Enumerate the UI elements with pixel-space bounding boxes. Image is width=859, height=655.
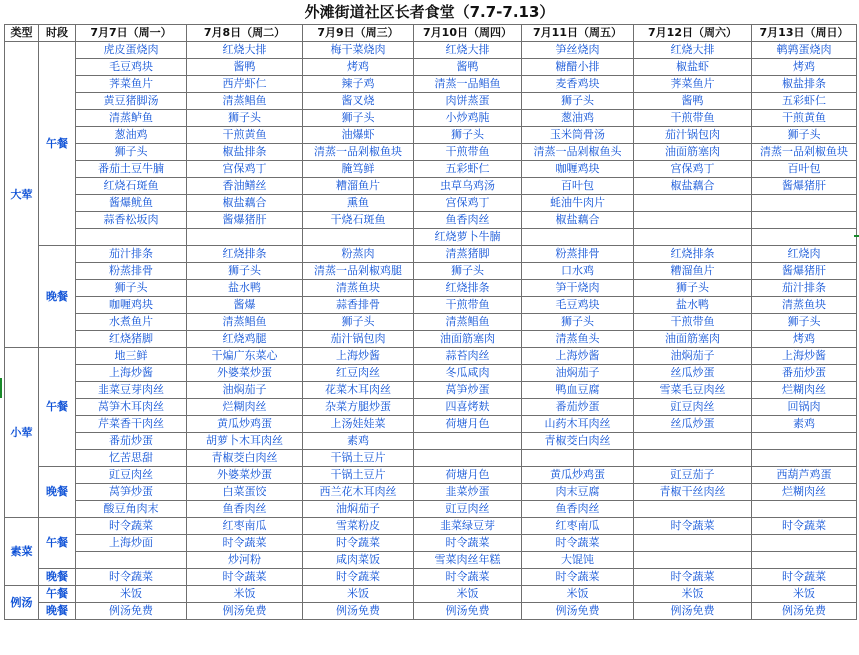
dish-cell: 花菜木耳肉丝 bbox=[303, 382, 414, 399]
dish-cell: 清蒸一品剁椒鸡腿 bbox=[303, 263, 414, 280]
dish-cell: 例汤免费 bbox=[634, 603, 752, 620]
dish-cell: 狮子头 bbox=[752, 127, 857, 144]
dish-cell bbox=[634, 501, 752, 518]
category-label: 大荤 bbox=[5, 42, 39, 348]
dish-cell: 上汤娃娃菜 bbox=[303, 416, 414, 433]
table-row bbox=[5, 518, 857, 535]
dish-cell: 时令蔬菜 bbox=[414, 569, 522, 586]
dish-cell: 时令蔬菜 bbox=[414, 535, 522, 552]
table-row bbox=[5, 416, 857, 433]
dish-cell: 青椒茭白肉丝 bbox=[187, 450, 303, 467]
dish-cell: 时令蔬菜 bbox=[187, 535, 303, 552]
dish-cell: 黄豆猪脚汤 bbox=[76, 93, 187, 110]
dish-cell bbox=[303, 229, 414, 246]
dish-cell bbox=[634, 212, 752, 229]
dish-cell: 烂糊肉丝 bbox=[752, 382, 857, 399]
dish-cell: 米饭 bbox=[752, 586, 857, 603]
dish-cell: 烂糊肉丝 bbox=[752, 484, 857, 501]
dish-cell: 豇豆肉丝 bbox=[76, 467, 187, 484]
dish-cell: 笋丝烧肉 bbox=[522, 42, 634, 59]
dish-cell: 酱叉烧 bbox=[303, 93, 414, 110]
dish-cell: 糟溜鱼片 bbox=[634, 263, 752, 280]
table-row bbox=[5, 382, 857, 399]
dish-cell: 地三鲜 bbox=[76, 348, 187, 365]
table-row bbox=[5, 535, 857, 552]
dish-cell: 红烧大排 bbox=[634, 42, 752, 59]
dish-cell: 清蒸一品剁椒鱼块 bbox=[752, 144, 857, 161]
dish-cell: 烤鸡 bbox=[752, 59, 857, 76]
dish-cell: 油爆虾 bbox=[303, 127, 414, 144]
dish-cell: 上海炒面 bbox=[76, 535, 187, 552]
dish-cell: 时令蔬菜 bbox=[522, 535, 634, 552]
dish-cell: 狮子头 bbox=[303, 314, 414, 331]
table-row bbox=[5, 76, 857, 93]
dish-cell: 肉末豆腐 bbox=[522, 484, 634, 501]
table-row bbox=[5, 178, 857, 195]
sheet-edge-marker bbox=[854, 235, 859, 237]
dish-cell bbox=[752, 433, 857, 450]
dish-cell: 虫草乌鸡汤 bbox=[414, 178, 522, 195]
category-label: 例汤 bbox=[5, 586, 39, 620]
dish-cell: 麦香鸡块 bbox=[522, 76, 634, 93]
dish-cell: 红枣南瓜 bbox=[522, 518, 634, 535]
table-row bbox=[5, 331, 857, 348]
table-row bbox=[5, 59, 857, 76]
dish-cell: 大馄饨 bbox=[522, 552, 634, 569]
dish-cell: 狮子头 bbox=[634, 280, 752, 297]
dish-cell: 干煸广东菜心 bbox=[187, 348, 303, 365]
table-row bbox=[5, 195, 857, 212]
table-row bbox=[5, 603, 857, 620]
dish-cell: 西葫芦鸡蛋 bbox=[752, 467, 857, 484]
header-day: 7月13日（周日） bbox=[752, 25, 857, 42]
dish-cell bbox=[522, 229, 634, 246]
dish-cell: 冬瓜咸肉 bbox=[414, 365, 522, 382]
dish-cell: 莴笋炒蛋 bbox=[76, 484, 187, 501]
dish-cell: 炒河粉 bbox=[187, 552, 303, 569]
dish-cell: 干煎带鱼 bbox=[634, 314, 752, 331]
dish-cell: 茄汁锅包肉 bbox=[303, 331, 414, 348]
dish-cell: 忆苦思甜 bbox=[76, 450, 187, 467]
dish-cell: 葱油鸡 bbox=[76, 127, 187, 144]
dish-cell: 清蒸鱼头 bbox=[522, 331, 634, 348]
period-label: 午餐 bbox=[39, 586, 76, 603]
dish-cell: 蚝油牛肉片 bbox=[522, 195, 634, 212]
dish-cell: 糟溜鱼片 bbox=[303, 178, 414, 195]
dish-cell: 时令蔬菜 bbox=[187, 569, 303, 586]
table-row bbox=[5, 501, 857, 518]
table-row bbox=[5, 348, 857, 365]
dish-cell: 宫保鸡丁 bbox=[187, 161, 303, 178]
dish-cell: 烤鸡 bbox=[303, 59, 414, 76]
dish-cell bbox=[634, 535, 752, 552]
dish-cell: 宫保鸡丁 bbox=[414, 195, 522, 212]
dish-cell: 雪菜毛豆肉丝 bbox=[634, 382, 752, 399]
dish-cell: 例汤免费 bbox=[414, 603, 522, 620]
dish-cell bbox=[634, 450, 752, 467]
table-row bbox=[5, 467, 857, 484]
dish-cell: 酱鸭 bbox=[634, 93, 752, 110]
table-row bbox=[5, 229, 857, 246]
table-row bbox=[5, 314, 857, 331]
dish-cell: 酱鸭 bbox=[187, 59, 303, 76]
dish-cell: 椒盐藕合 bbox=[187, 195, 303, 212]
dish-cell: 小炒鸡肫 bbox=[414, 110, 522, 127]
dish-cell: 笋干烧肉 bbox=[522, 280, 634, 297]
dish-cell bbox=[752, 195, 857, 212]
dish-cell bbox=[187, 229, 303, 246]
period-label: 午餐 bbox=[39, 348, 76, 467]
dish-cell: 虎皮蛋烧肉 bbox=[76, 42, 187, 59]
dish-cell: 蒜苔肉丝 bbox=[414, 348, 522, 365]
dish-cell: 烤鸡 bbox=[752, 331, 857, 348]
dish-cell: 干煎黄鱼 bbox=[752, 110, 857, 127]
dish-cell: 红豆肉丝 bbox=[303, 365, 414, 382]
dish-cell: 红烧石斑鱼 bbox=[76, 178, 187, 195]
dish-cell: 米饭 bbox=[522, 586, 634, 603]
table-row bbox=[5, 569, 857, 586]
dish-cell: 酱鸭 bbox=[414, 59, 522, 76]
dish-cell: 清蒸猪脚 bbox=[414, 246, 522, 263]
dish-cell bbox=[752, 450, 857, 467]
sheet-title: 外滩街道社区长者食堂（7.7-7.13） bbox=[304, 3, 555, 21]
header-day: 7月11日（周五） bbox=[522, 25, 634, 42]
dish-cell: 干锅土豆片 bbox=[303, 467, 414, 484]
table-row bbox=[5, 212, 857, 229]
dish-cell: 狮子头 bbox=[522, 314, 634, 331]
table-row bbox=[5, 42, 857, 59]
dish-cell: 清蒸一品鲳鱼 bbox=[414, 76, 522, 93]
dish-cell: 腌笃鲜 bbox=[303, 161, 414, 178]
dish-cell: 肉饼蒸蛋 bbox=[414, 93, 522, 110]
table-row bbox=[5, 552, 857, 569]
dish-cell: 葱油鸡 bbox=[522, 110, 634, 127]
dish-cell: 茄汁排条 bbox=[76, 246, 187, 263]
dish-cell: 豇豆茄子 bbox=[634, 467, 752, 484]
dish-cell: 上海炒酱 bbox=[522, 348, 634, 365]
dish-cell: 鱼香肉丝 bbox=[522, 501, 634, 518]
dish-cell: 例汤免费 bbox=[522, 603, 634, 620]
dish-cell bbox=[634, 195, 752, 212]
dish-cell: 盐水鸭 bbox=[634, 297, 752, 314]
dish-cell: 米饭 bbox=[303, 586, 414, 603]
dish-cell: 百叶包 bbox=[522, 178, 634, 195]
dish-cell bbox=[752, 229, 857, 246]
dish-cell: 番茄炒蛋 bbox=[522, 399, 634, 416]
dish-cell bbox=[76, 229, 187, 246]
dish-cell: 杂菜方腿炒蛋 bbox=[303, 399, 414, 416]
table-row bbox=[5, 110, 857, 127]
dish-cell: 狮子头 bbox=[522, 93, 634, 110]
dish-cell: 狮子头 bbox=[76, 144, 187, 161]
dish-cell: 干烧石斑鱼 bbox=[303, 212, 414, 229]
dish-cell: 清蒸鱼块 bbox=[303, 280, 414, 297]
dish-cell: 咸肉菜饭 bbox=[303, 552, 414, 569]
table-row bbox=[5, 365, 857, 382]
table-row bbox=[5, 399, 857, 416]
period-label: 晚餐 bbox=[39, 569, 76, 586]
dish-cell: 时令蔬菜 bbox=[752, 569, 857, 586]
dish-cell: 米饭 bbox=[76, 586, 187, 603]
dish-cell: 五彩虾仁 bbox=[752, 93, 857, 110]
dish-cell: 豇豆肉丝 bbox=[634, 399, 752, 416]
dish-cell: 盐水鸭 bbox=[187, 280, 303, 297]
dish-cell: 油面筋塞肉 bbox=[414, 331, 522, 348]
dish-cell: 红烧猪脚 bbox=[76, 331, 187, 348]
dish-cell: 狮子头 bbox=[414, 263, 522, 280]
period-label: 晚餐 bbox=[39, 603, 76, 620]
dish-cell bbox=[752, 552, 857, 569]
table-row bbox=[5, 586, 857, 603]
dish-cell: 咖喱鸡块 bbox=[76, 297, 187, 314]
period-label: 午餐 bbox=[39, 42, 76, 246]
dish-cell: 清蒸鲳鱼 bbox=[187, 93, 303, 110]
table-row bbox=[5, 297, 857, 314]
dish-cell: 回锅肉 bbox=[752, 399, 857, 416]
dish-cell: 烂糊肉丝 bbox=[187, 399, 303, 416]
dish-cell: 上海炒酱 bbox=[303, 348, 414, 365]
dish-cell: 红烧排条 bbox=[187, 246, 303, 263]
dish-cell: 韭菜绿豆芽 bbox=[414, 518, 522, 535]
header-day: 7月10日（周四） bbox=[414, 25, 522, 42]
dish-cell: 四喜烤麸 bbox=[414, 399, 522, 416]
dish-cell: 椒盐藕合 bbox=[634, 178, 752, 195]
dish-cell: 红烧大排 bbox=[414, 42, 522, 59]
dish-cell: 狮子头 bbox=[303, 110, 414, 127]
dish-cell: 干煎带鱼 bbox=[414, 297, 522, 314]
dish-cell: 山药木耳肉丝 bbox=[522, 416, 634, 433]
dish-cell: 狮子头 bbox=[76, 280, 187, 297]
table-row bbox=[5, 450, 857, 467]
dish-cell: 鹌鹑蛋烧肉 bbox=[752, 42, 857, 59]
dish-cell: 番茄土豆牛腩 bbox=[76, 161, 187, 178]
dish-cell: 时令蔬菜 bbox=[303, 569, 414, 586]
dish-cell: 例汤免费 bbox=[187, 603, 303, 620]
dish-cell: 例汤免费 bbox=[76, 603, 187, 620]
dish-cell: 百叶包 bbox=[752, 161, 857, 178]
dish-cell: 口水鸡 bbox=[522, 263, 634, 280]
dish-cell: 油焖茄子 bbox=[303, 501, 414, 518]
table-row bbox=[5, 280, 857, 297]
dish-cell: 酸豆角肉末 bbox=[76, 501, 187, 518]
dish-cell: 米饭 bbox=[414, 586, 522, 603]
dish-cell: 糖醋小排 bbox=[522, 59, 634, 76]
dish-cell: 红烧排条 bbox=[414, 280, 522, 297]
dish-cell: 米饭 bbox=[634, 586, 752, 603]
period-label: 晚餐 bbox=[39, 246, 76, 348]
dish-cell: 红烧大排 bbox=[187, 42, 303, 59]
dish-cell: 例汤免费 bbox=[303, 603, 414, 620]
dish-cell: 雪菜肉丝年糕 bbox=[414, 552, 522, 569]
dish-cell: 外婆菜炒蛋 bbox=[187, 365, 303, 382]
dish-cell: 干煎黄鱼 bbox=[187, 127, 303, 144]
dish-cell: 青椒茭白肉丝 bbox=[522, 433, 634, 450]
dish-cell: 毛豆鸡块 bbox=[76, 59, 187, 76]
dish-cell: 上海炒酱 bbox=[752, 348, 857, 365]
dish-cell: 茄汁排条 bbox=[752, 280, 857, 297]
dish-cell: 酱爆鱿鱼 bbox=[76, 195, 187, 212]
dish-cell: 鸭血豆腐 bbox=[522, 382, 634, 399]
category-label: 小荤 bbox=[5, 348, 39, 518]
sheet-edge-marker bbox=[0, 378, 2, 398]
dish-cell: 蒜香排骨 bbox=[303, 297, 414, 314]
dish-cell: 时令蔬菜 bbox=[76, 569, 187, 586]
dish-cell: 豇豆肉丝 bbox=[414, 501, 522, 518]
dish-cell: 清蒸鲳鱼 bbox=[187, 314, 303, 331]
dish-cell: 丝瓜炒蛋 bbox=[634, 365, 752, 382]
header-day: 7月9日（周三） bbox=[303, 25, 414, 42]
header-day: 7月8日（周二） bbox=[187, 25, 303, 42]
dish-cell: 香油鳝丝 bbox=[187, 178, 303, 195]
dish-cell: 白菜蛋饺 bbox=[187, 484, 303, 501]
dish-cell: 熏鱼 bbox=[303, 195, 414, 212]
dish-cell: 清蒸鲈鱼 bbox=[76, 110, 187, 127]
dish-cell bbox=[634, 229, 752, 246]
dish-cell: 粉蒸肉 bbox=[303, 246, 414, 263]
dish-cell: 椒盐藕合 bbox=[522, 212, 634, 229]
dish-cell: 水煮鱼片 bbox=[76, 314, 187, 331]
dish-cell: 丝瓜炒蛋 bbox=[634, 416, 752, 433]
dish-cell: 荠菜鱼片 bbox=[76, 76, 187, 93]
dish-cell: 外婆菜炒蛋 bbox=[187, 467, 303, 484]
dish-cell: 清蒸一品剁椒鱼块 bbox=[303, 144, 414, 161]
header-type: 类型 bbox=[5, 25, 39, 42]
dish-cell: 时令蔬菜 bbox=[752, 518, 857, 535]
dish-cell: 红烧萝卜牛腩 bbox=[414, 229, 522, 246]
dish-cell bbox=[414, 433, 522, 450]
dish-cell: 粉蒸排骨 bbox=[522, 246, 634, 263]
dish-cell: 黄瓜炒鸡蛋 bbox=[187, 416, 303, 433]
header-day: 7月7日（周一） bbox=[76, 25, 187, 42]
dish-cell: 咖喱鸡块 bbox=[522, 161, 634, 178]
table-row bbox=[5, 263, 857, 280]
dish-cell: 油焖茄子 bbox=[187, 382, 303, 399]
dish-cell: 清蒸一品剁椒鱼头 bbox=[522, 144, 634, 161]
dish-cell: 红烧鸡腿 bbox=[187, 331, 303, 348]
dish-cell: 鱼香肉丝 bbox=[187, 501, 303, 518]
dish-cell: 玉米筒骨汤 bbox=[522, 127, 634, 144]
dish-cell: 雪菜粉皮 bbox=[303, 518, 414, 535]
dish-cell: 椒盐排条 bbox=[752, 76, 857, 93]
dish-cell: 芹菜香干肉丝 bbox=[76, 416, 187, 433]
table-row bbox=[5, 127, 857, 144]
dish-cell: 酱爆 bbox=[187, 297, 303, 314]
dish-cell: 西兰花木耳肉丝 bbox=[303, 484, 414, 501]
dish-cell: 酱爆猪肝 bbox=[752, 263, 857, 280]
dish-cell: 毛豆鸡块 bbox=[522, 297, 634, 314]
header-row bbox=[5, 25, 857, 42]
dish-cell: 粉蒸排骨 bbox=[76, 263, 187, 280]
dish-cell: 米饭 bbox=[187, 586, 303, 603]
period-label: 晚餐 bbox=[39, 467, 76, 518]
dish-cell: 时令蔬菜 bbox=[634, 518, 752, 535]
dish-cell: 狮子头 bbox=[187, 110, 303, 127]
dish-cell: 西芹虾仁 bbox=[187, 76, 303, 93]
dish-cell: 油焖茄子 bbox=[522, 365, 634, 382]
dish-cell: 油面筋塞肉 bbox=[634, 331, 752, 348]
dish-cell: 黄瓜炒鸡蛋 bbox=[522, 467, 634, 484]
dish-cell: 荷塘月色 bbox=[414, 467, 522, 484]
dish-cell: 时令蔬菜 bbox=[634, 569, 752, 586]
table-row bbox=[5, 144, 857, 161]
dish-cell: 胡萝卜木耳肉丝 bbox=[187, 433, 303, 450]
table-row bbox=[5, 246, 857, 263]
dish-cell bbox=[522, 450, 634, 467]
dish-cell: 干煎带鱼 bbox=[634, 110, 752, 127]
dish-cell: 油焖茄子 bbox=[634, 348, 752, 365]
dish-cell: 五彩虾仁 bbox=[414, 161, 522, 178]
dish-cell: 红烧排条 bbox=[634, 246, 752, 263]
dish-cell: 狮子头 bbox=[752, 314, 857, 331]
dish-cell: 荠菜鱼片 bbox=[634, 76, 752, 93]
dish-cell: 干煎带鱼 bbox=[414, 144, 522, 161]
table-row bbox=[5, 161, 857, 178]
dish-cell: 素鸡 bbox=[752, 416, 857, 433]
dish-cell: 蒜香松坂肉 bbox=[76, 212, 187, 229]
dish-cell: 番茄炒蛋 bbox=[752, 365, 857, 382]
dish-cell: 荷塘月色 bbox=[414, 416, 522, 433]
dish-cell bbox=[634, 552, 752, 569]
dish-cell: 红烧肉 bbox=[752, 246, 857, 263]
dish-cell: 酱爆猪肝 bbox=[752, 178, 857, 195]
dish-cell bbox=[76, 552, 187, 569]
dish-cell: 狮子头 bbox=[414, 127, 522, 144]
dish-cell bbox=[752, 501, 857, 518]
dish-cell: 梅干菜烧肉 bbox=[303, 42, 414, 59]
header-day: 7月12日（周六） bbox=[634, 25, 752, 42]
table-row bbox=[5, 93, 857, 110]
dish-cell: 清蒸鱼块 bbox=[752, 297, 857, 314]
dish-cell: 狮子头 bbox=[187, 263, 303, 280]
dish-cell: 酱爆猪肝 bbox=[187, 212, 303, 229]
dish-cell: 莴笋炒蛋 bbox=[414, 382, 522, 399]
dish-cell: 椒盐虾 bbox=[634, 59, 752, 76]
dish-cell bbox=[414, 450, 522, 467]
dish-cell bbox=[752, 212, 857, 229]
period-label: 午餐 bbox=[39, 518, 76, 569]
dish-cell: 油面筋塞肉 bbox=[634, 144, 752, 161]
category-label: 素菜 bbox=[5, 518, 39, 586]
dish-cell bbox=[752, 535, 857, 552]
dish-cell: 莴笋木耳肉丝 bbox=[76, 399, 187, 416]
dish-cell: 韭菜豆芽肉丝 bbox=[76, 382, 187, 399]
weekly-menu-table bbox=[4, 24, 857, 620]
dish-cell: 时令蔬菜 bbox=[303, 535, 414, 552]
dish-cell: 椒盐排条 bbox=[187, 144, 303, 161]
dish-cell: 韭菜炒蛋 bbox=[414, 484, 522, 501]
table-row bbox=[5, 433, 857, 450]
dish-cell: 青椒干丝肉丝 bbox=[634, 484, 752, 501]
dish-cell: 番茄炒蛋 bbox=[76, 433, 187, 450]
table-row bbox=[5, 484, 857, 501]
dish-cell: 上海炒酱 bbox=[76, 365, 187, 382]
dish-cell: 茄汁锅包肉 bbox=[634, 127, 752, 144]
dish-cell: 时令蔬菜 bbox=[522, 569, 634, 586]
dish-cell: 宫保鸡丁 bbox=[634, 161, 752, 178]
dish-cell: 时令蔬菜 bbox=[76, 518, 187, 535]
dish-cell: 辣子鸡 bbox=[303, 76, 414, 93]
dish-cell bbox=[634, 433, 752, 450]
dish-cell: 干锅土豆片 bbox=[303, 450, 414, 467]
dish-cell: 素鸡 bbox=[303, 433, 414, 450]
header-period: 时段 bbox=[39, 25, 76, 42]
dish-cell: 例汤免费 bbox=[752, 603, 857, 620]
dish-cell: 清蒸鲳鱼 bbox=[414, 314, 522, 331]
dish-cell: 红枣南瓜 bbox=[187, 518, 303, 535]
dish-cell: 鱼香肉丝 bbox=[414, 212, 522, 229]
